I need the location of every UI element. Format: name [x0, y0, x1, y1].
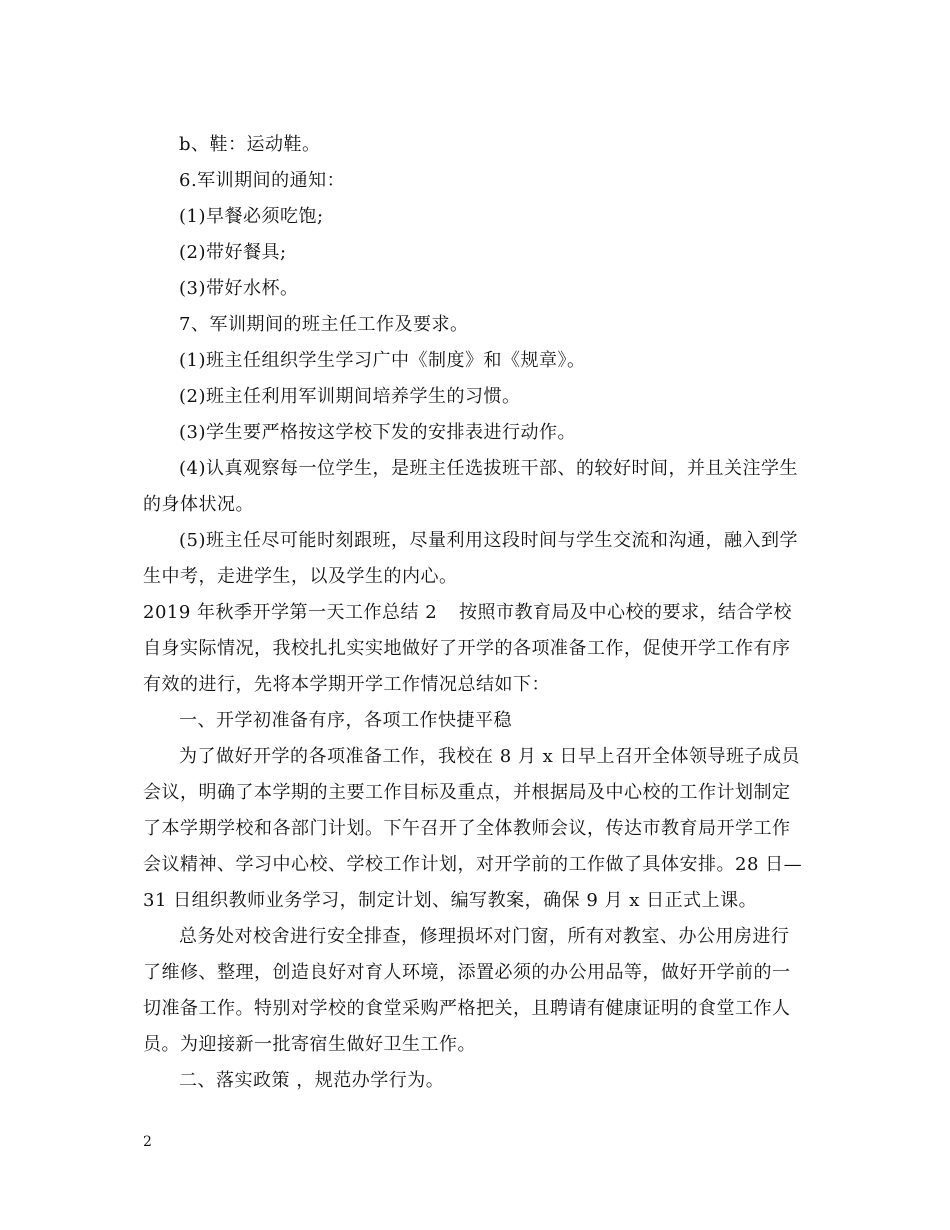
section-heading: 一、开学初准备有序，各项工作快捷平稳 [179, 710, 512, 731]
text-line: (3)学生要严格按这学校下发的安排表进行动作。 [179, 422, 576, 443]
text-line: (3)带好水杯。 [179, 278, 299, 299]
text-line: 了维修、整理，创造良好对育人环境，添置必须的办公用品等，做好开学前的一 [143, 962, 791, 983]
section-heading: 7、军训期间的班主任工作及要求。 [179, 314, 469, 335]
section-heading: 二、落实政策 ，规范办学行为。 [179, 1070, 445, 1091]
text-line: 切准备工作。特别对学校的食堂采购严格把关，且聘请有健康证明的食堂工作人 [143, 998, 791, 1019]
text-line: 6.军训期间的通知： [179, 170, 346, 191]
text-line: 了本学期学校和各部门计划。下午召开了全体教师会议，传达市教育局开学工作 [143, 818, 791, 839]
text-line: 自身实际情况，我校扎扎实实地做好了开学的各项准备工作，促使开学工作有序 [143, 638, 791, 659]
text-line: (1)班主任组织学生学习广中《制度》和《规章》。 [179, 350, 586, 371]
text-line: (1)早餐必须吃饱; [179, 206, 324, 227]
text-line: 总务处对校舍进行安全排查，修理损坏对门窗，所有对教室、办公用房进行 [179, 926, 790, 947]
text-line: 会议，明确了本学期的主要工作目标及重点，并根据局及中心校的工作计划制定 [143, 782, 791, 803]
page-number: 2 [143, 1134, 152, 1150]
title-line [143, 595, 807, 631]
text-line: (4)认真观察每一位学生，是班主任选拔班干部、的较好时间，并且关注学生 [179, 458, 798, 479]
article-title: 2019 年秋季开学第一天工作总结 2 [143, 602, 438, 623]
text-line: (2)班主任利用军训期间培养学生的习惯。 [179, 386, 521, 407]
text-line: 按照市教育局及中心校的要求，结合学校 [459, 602, 792, 623]
text-line: (2)带好餐具; [179, 242, 287, 263]
text-line: 有效的进行，先将本学期开学工作情况总结如下： [143, 674, 550, 695]
text-line: 31 日组织教师业务学习，制定计划、编写教案，确保 9 月 x 日正式上课。 [143, 890, 758, 911]
text-line: 生中考，走进学生，以及学生的内心。 [143, 566, 458, 587]
text-line: 员。为迎接新一批寄宿生做好卫生工作。 [143, 1034, 476, 1055]
text-line: b、鞋：运动鞋。 [179, 134, 321, 155]
text-line: 的身体状况。 [143, 494, 254, 515]
text-line: 为了做好开学的各项准备工作，我校在 8 月 x 日早上召开全体领导班子成员 [179, 746, 800, 767]
text-line: 会议精神、学习中心校、学校工作计划，对开学前的工作做了具体安排。28 日— [143, 854, 803, 875]
document-body [143, 127, 807, 1099]
text-line: (5)班主任尽可能时刻跟班，尽量利用这段时间与学生交流和沟通，融入到学 [179, 530, 798, 551]
